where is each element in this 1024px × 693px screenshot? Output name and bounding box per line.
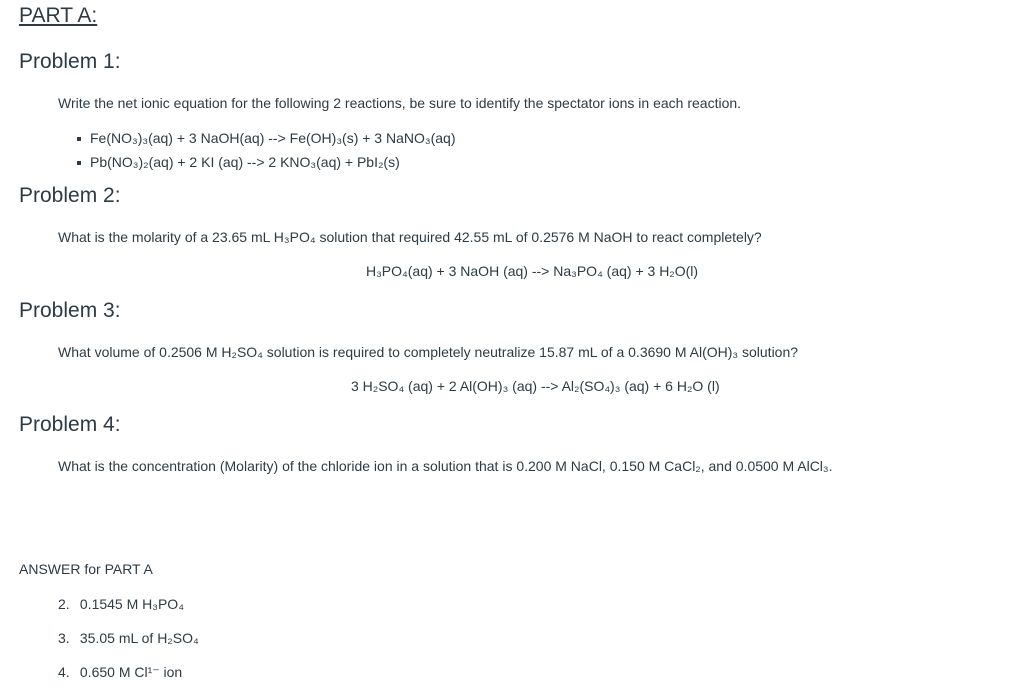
answer-number: 2. xyxy=(58,596,70,612)
answer-text: 0.650 M Cl¹⁻ ion xyxy=(79,664,183,680)
problem-4-title: Problem 4: xyxy=(19,413,121,436)
list-item xyxy=(58,658,199,692)
answer-list xyxy=(58,590,199,692)
answer-number: 4. xyxy=(58,664,70,680)
problem-4-question: What is the concentration (Molarity) of the chloride ion in a solution that is 0.200 M NaCl, 0.150 M CaCl₂, and 0.0500 M AlCl₃. xyxy=(58,458,833,474)
answer-text: 35.05 mL of H₂SO₄ xyxy=(79,630,199,646)
problem-2-title: Problem 2: xyxy=(19,184,121,207)
answer-text: 0.1545 M H₃PO₄ xyxy=(79,596,184,612)
problem-3-equation: 3 H₂SO₄ (aq) + 2 Al(OH)₃ (aq) --> Al₂(SO₄)₃ (aq) + 6 H₂O (l) xyxy=(351,378,720,394)
list-item: Fe(NO₃)₃(aq) + 3 NaOH(aq) --> Fe(OH)₃(s) + 3 NaNO₃(aq) xyxy=(74,126,455,150)
problem-2-question: What is the molarity of a 23.65 mL H₃PO₄ solution that required 42.55 mL of 0.2576 M NaOH to react completely? xyxy=(58,229,762,245)
list-item xyxy=(58,624,199,658)
problem-1-title: Problem 1: xyxy=(19,50,121,73)
problem-2-equation: H₃PO₄(aq) + 3 NaOH (aq) --> Na₃PO₄ (aq) + 3 H₂O(l) xyxy=(366,263,699,279)
problem-3-title: Problem 3: xyxy=(19,299,121,322)
problem-1-instruction: Write the net ionic equation for the following 2 reactions, be sure to identify the spectator ions in each reaction. xyxy=(58,95,742,111)
answer-label: ANSWER for PART A xyxy=(19,561,153,577)
list-item xyxy=(58,590,199,624)
part-title: PART A: xyxy=(19,4,98,27)
problem-1-reaction-list xyxy=(74,126,455,174)
problem-3-question: What volume of 0.2506 M H₂SO₄ solution is required to completely neutralize 15.87 mL of a 0.3690 M Al(OH)₃ solution? xyxy=(58,344,799,360)
list-item: Pb(NO₃)₂(aq) + 2 KI (aq) --> 2 KNO₃(aq) + PbI₂(s) xyxy=(74,150,455,174)
answer-number: 3. xyxy=(58,630,70,646)
